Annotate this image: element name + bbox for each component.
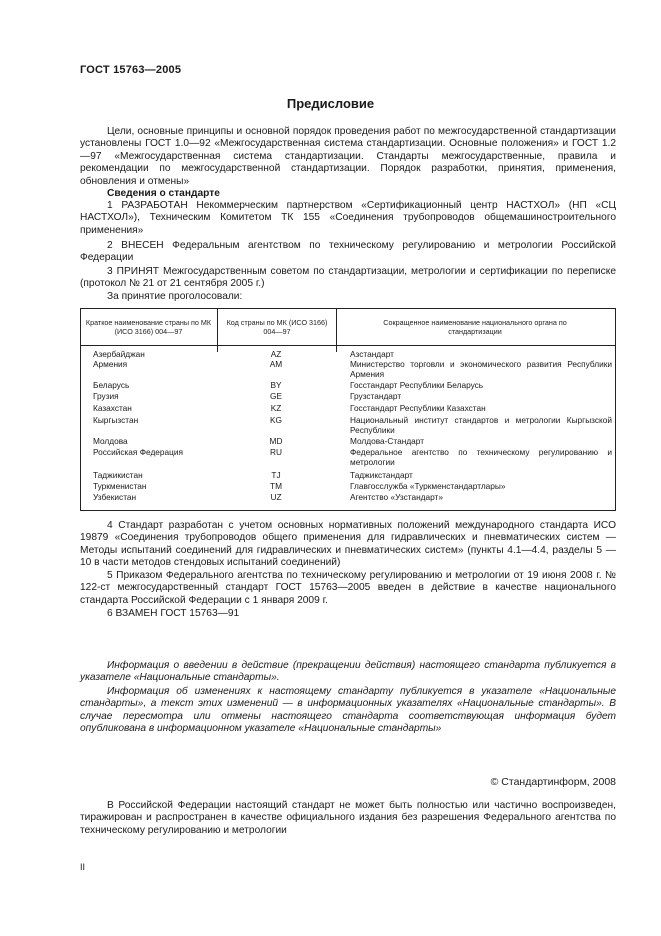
item-6: 6 ВЗАМЕН ГОСТ 15763—91 [107, 608, 240, 619]
country-name: Казахстан [93, 403, 132, 413]
table-header-country: Краткое наименование страны по МК (ИСО 3166) 004—97 [85, 318, 212, 336]
country-code: MD [269, 436, 283, 446]
item-2: 2 ВНЕСЕН Федеральным агентством по техническому регулированию и метрологии Российской Федерации [80, 240, 616, 264]
country-code: TM [270, 481, 282, 491]
info-changes-note: Информация об изменениях к настоящему стандарту публикуется в указателе «Национальные стандарты», а текст этих изменений — в информационных указателях «Национальные стандарты». В случае пересмотра или отмены настоящего стандарта соответствующая информация будет опубликована в информационном указателе «Национальные стандарты» [80, 686, 616, 735]
country-name: Узбекистан [93, 492, 137, 502]
standards-body: Госстандарт Республики Беларусь [350, 380, 484, 390]
country-code: BY [270, 380, 282, 390]
country-code: AZ [270, 349, 282, 359]
country-code: UZ [270, 492, 282, 502]
country-code: GE [270, 391, 282, 401]
item-1: 1 РАЗРАБОТАН Некоммерческим партнерством «Сертификационный центр НАСТХОЛ» (НП «СЦ НАСТХОЛ»), Техническим Комитетом ТК 155 «Соединения трубопроводов общемашиностроительного применения» [80, 200, 616, 236]
country-code: AM [269, 359, 283, 369]
reproduction-notice: В Российской Федерации настоящий стандарт не может быть полностью или частично воспроизведен, тиражирован и распространен в качестве официального издания без разрешения Федерального агентства по техническому регулированию и метрологии [80, 800, 616, 836]
country-name: Туркменистан [93, 481, 147, 491]
country-name: Таджикистан [93, 470, 143, 480]
voting-table [80, 308, 616, 512]
standards-body: Госстандарт Республики Казахстан [350, 403, 486, 413]
country-name: Кыргызстан [93, 415, 139, 425]
page-number: II [80, 862, 86, 872]
info-heading: Сведения о стандарте [107, 188, 220, 199]
copyright: © Стандартинформ, 2008 [490, 776, 616, 788]
standards-body: Агентство «Узстандарт» [350, 492, 443, 502]
info-publication-note: Информация о введении в действие (прекращении действия) настоящего стандарта публикуется в указателе «Национальные стандарты». [80, 660, 616, 684]
page-title: Предисловие [286, 96, 375, 111]
country-name: Грузия [93, 391, 119, 401]
standards-body: Азстандарт [350, 349, 394, 359]
standards-body: Грузстандарт [350, 391, 402, 401]
country-name: Беларусь [93, 380, 130, 390]
item-3: 3 ПРИНЯТ Межгосударственным советом по стандартизации, метрологии и сертификации по переписке (протокол № 21 от 21 сентября 2005 г.) [80, 266, 616, 290]
country-code: KZ [270, 403, 282, 413]
voted-label: За принятие проголосовали: [107, 291, 243, 302]
item-4: 4 Стандарт разработан с учетом основных нормативных положений международного стандарта ИСО 19879 «Соединения трубопроводов общего применения для гидравлических и пневматических систем — Методы испытаний соединений для гидравлических и пневматических систем» (пункты 4.1—4.4, разделы 5 — 10 в части методов стендовых испытаний соединений) [80, 520, 616, 569]
table-header-body: Сокращенное наименование национального органа по стандартизации [383, 318, 567, 336]
standards-body: Министерство торговли и экономического развития Республики Армения [350, 359, 612, 379]
standards-body: Главгосслужба «Туркменстандартлары» [350, 481, 506, 491]
country-code: KG [270, 415, 282, 425]
country-name: Российская Федерация [93, 447, 184, 457]
country-code: TJ [271, 470, 281, 480]
country-name: Азербайджан [93, 349, 145, 359]
country-name: Молдова [93, 436, 128, 446]
standards-body: Таджикстандарт [350, 470, 413, 480]
table-header-code: Код страны по МК (ИСО 3166) 004—97 [226, 318, 328, 336]
standards-body: Федеральное агентство по техническому регулированию и метрологии [350, 447, 612, 467]
standards-body: Национальный институт стандартов и метрологии Кыргызской Республики [350, 415, 612, 435]
intro-paragraph: Цели, основные принципы и основной порядок проведения работ по межгосударственной стандартизации установлены ГОСТ 1.0—92 «Межгосударственная система стандартизации. Основные положения» и ГОСТ 1.2—97 «Межгосударственная система стандартизации. Стандарты межгосударственные, правила и рекомендации по межгосударственной стандартизации. Порядок разработки, принятия, применения, обновления и отмены» [80, 126, 616, 187]
country-name: Армения [93, 359, 128, 369]
country-code: RU [270, 447, 282, 457]
document-code-header: ГОСТ 15763—2005 [80, 64, 182, 76]
item-5: 5 Приказом Федерального агентства по техническому регулированию и метрологии от 19 июня 2008 г. № 122-ст межгосударственный стандарт ГОСТ 15763—2005 введен в действие в качестве национального стандарта Российской Федерации с 1 января 2009 г. [80, 570, 616, 606]
standards-body: Молдова-Стандарт [350, 436, 425, 446]
